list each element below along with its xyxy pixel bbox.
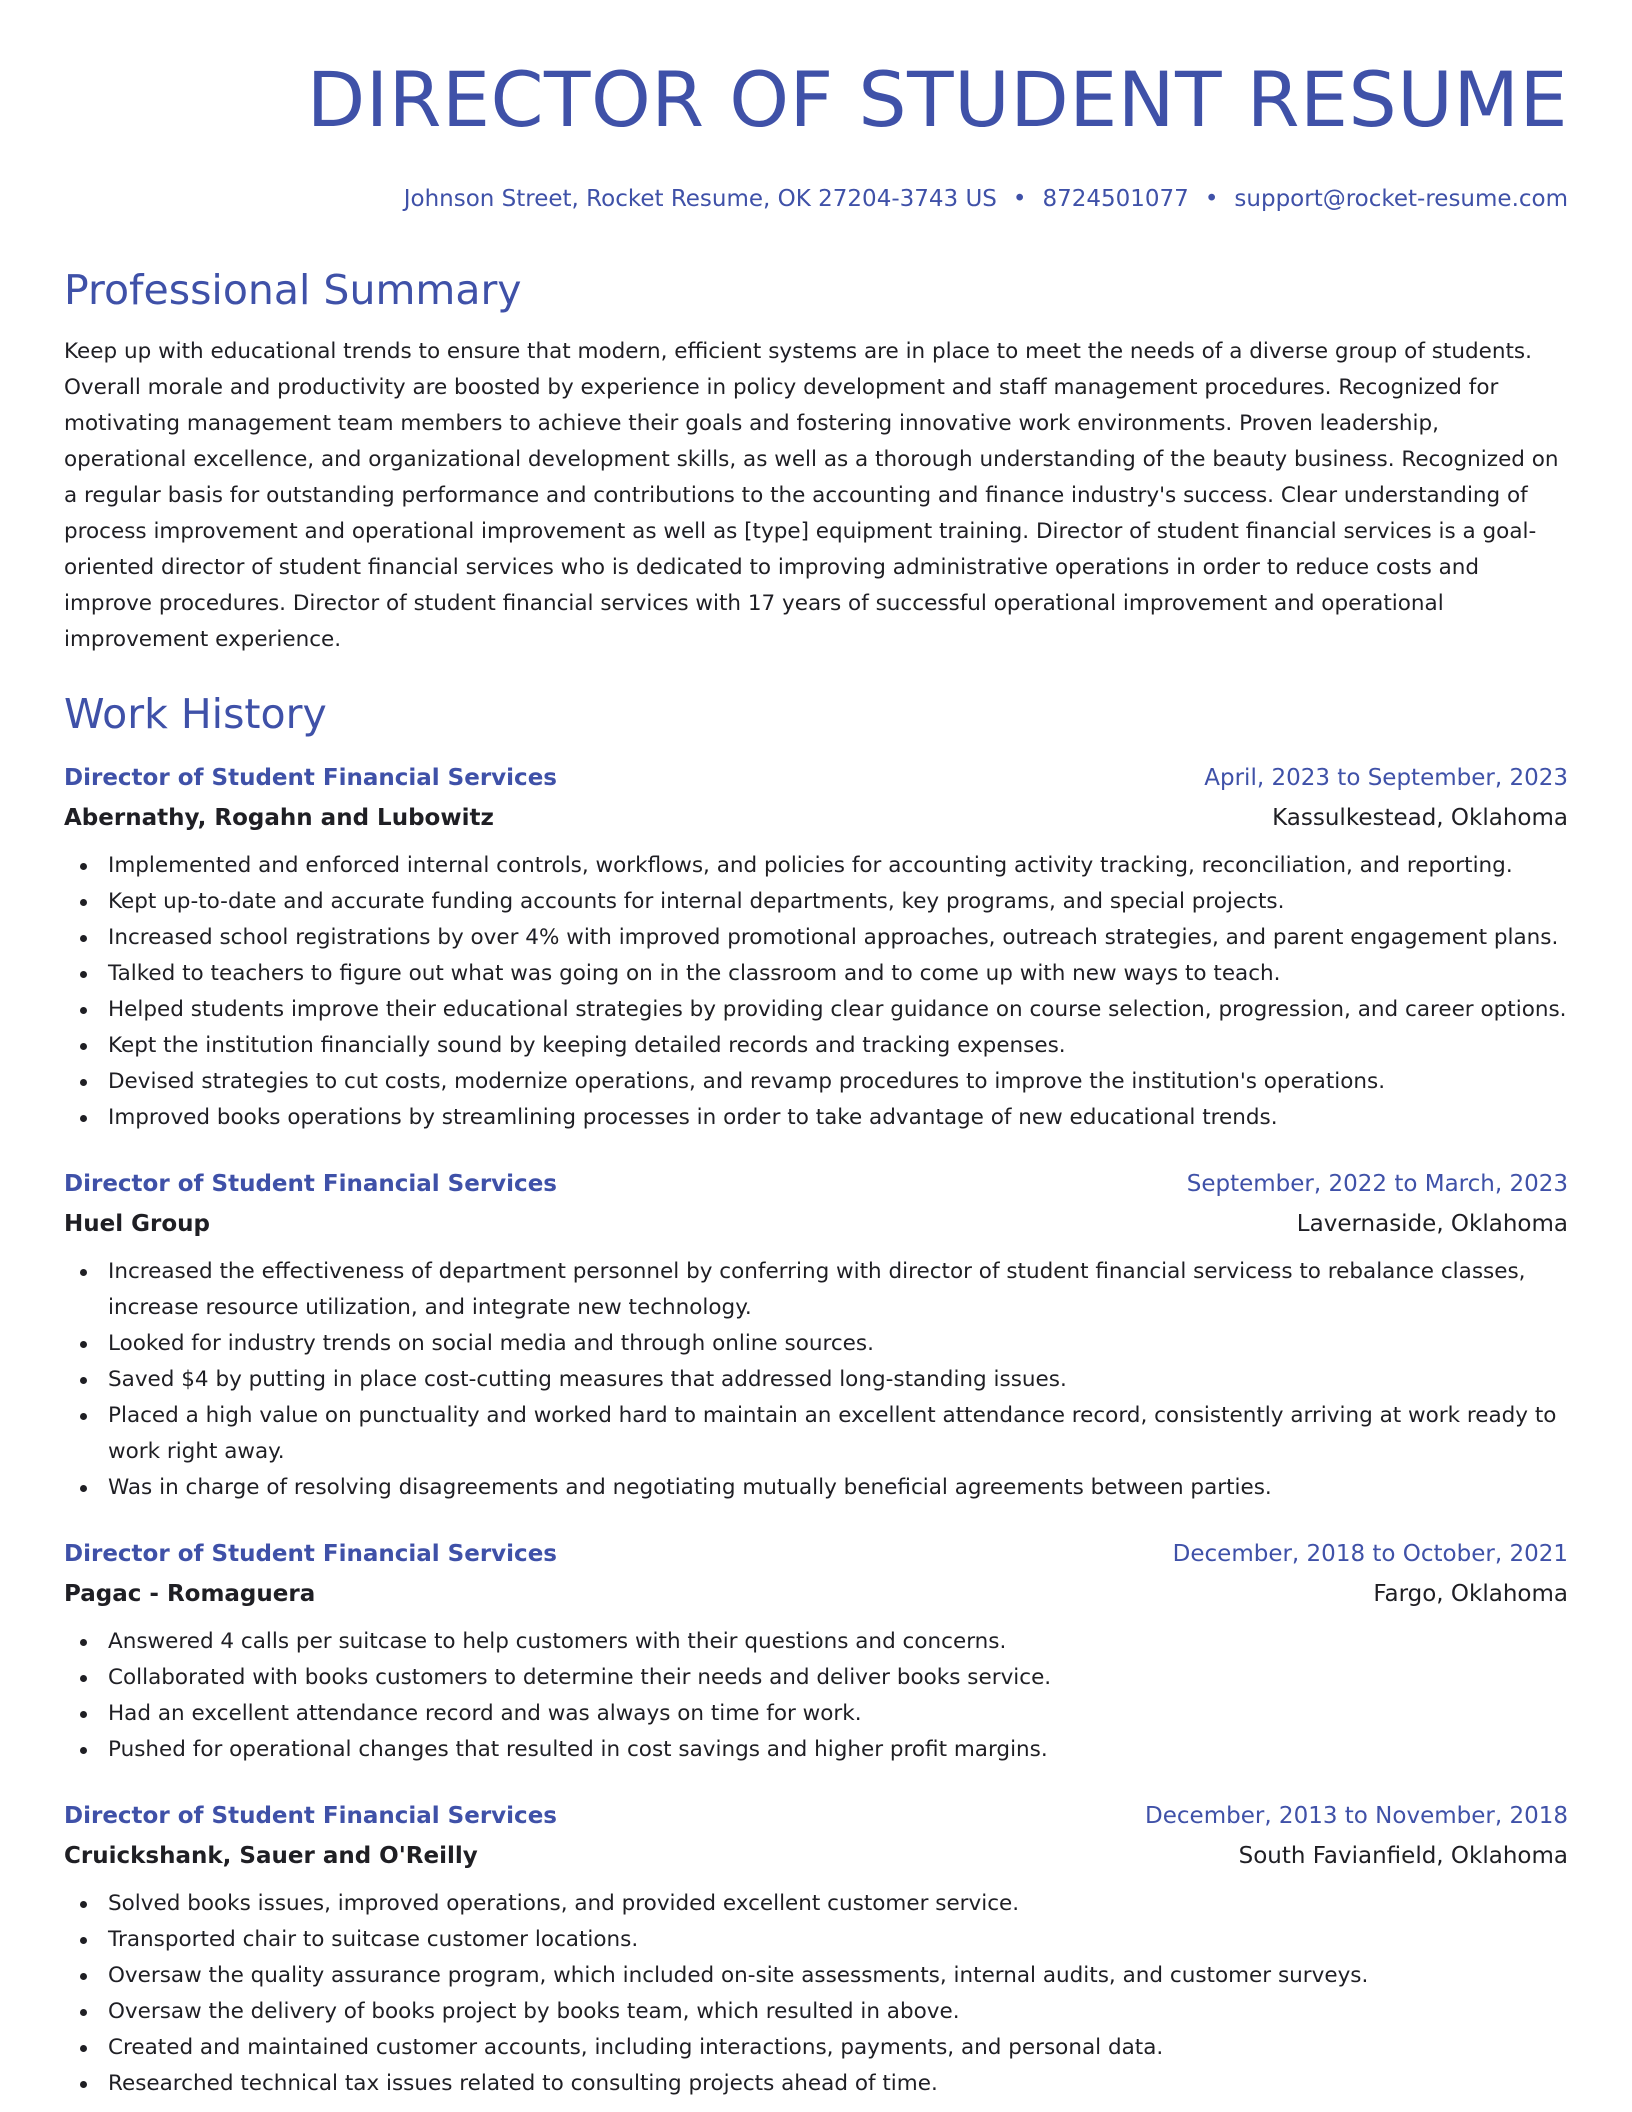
summary-heading: Professional Summary bbox=[64, 266, 522, 314]
bullet-dot-icon bbox=[80, 1043, 87, 1050]
job-bullet-text: Kept up-to-date and accurate funding accounts for internal departments, key programs, and special projects. bbox=[108, 889, 1285, 914]
job-bullet-text: Was in charge of resolving disagreements and negotiating mutually beneficial agreements between parties. bbox=[108, 1475, 1272, 1500]
job-header-row bbox=[64, 1796, 1568, 1836]
contact-phone: 8724501077 bbox=[1042, 186, 1189, 212]
job-title: Director of Student Financial Services bbox=[64, 765, 557, 791]
bullet-dot-icon bbox=[80, 2045, 87, 2052]
job-header-row bbox=[64, 1534, 1568, 1574]
work-history-list bbox=[64, 758, 1568, 2102]
bullet-dot-icon bbox=[80, 935, 87, 942]
job-entry bbox=[64, 1164, 1568, 1506]
job-dates: December, 2018 to October, 2021 bbox=[1172, 1541, 1568, 1567]
bullet-dot-icon bbox=[80, 1115, 87, 1122]
job-entry bbox=[64, 1534, 1568, 1768]
bullet-dot-icon bbox=[80, 971, 87, 978]
job-bullet-list bbox=[64, 1254, 1568, 1506]
job-bullet-item bbox=[64, 1994, 1568, 2030]
job-header-row bbox=[64, 1164, 1568, 1204]
job-location: Lavernaside, Oklahoma bbox=[1296, 1211, 1568, 1237]
job-bullet-text: Answered 4 calls per suitcase to help customers with their questions and concerns. bbox=[108, 1629, 1007, 1654]
summary-text: Keep up with educational trends to ensure that modern, efficient systems are in place to meet the needs of a diverse group of students. Overall morale and productivity are boosted by experience in policy development and staff management procedures. Recognized for motivating management team members to achieve their goals and fostering innovative work environments. Proven leadership, operational excellence, and organizational development skills, as well as a thorough understanding of the beauty business. Recognized on a regular basis for outstanding performance and contributions to the accounting and finance industry's success. Clear understanding of process improvement and operational improvement as well as [type] equipment training. Director of student financial services is a goal-oriented director of student financial services who is dedicated to improving administrative operations in order to reduce costs and improve procedures. Director of student financial services with 17 years of successful operational improvement and operational improvement experience. bbox=[64, 339, 1559, 652]
job-bullet-text: Created and maintained customer accounts, including interactions, payments, and personal data. bbox=[108, 2035, 1164, 2060]
job-bullet-text: Looked for industry trends on social media and through online sources. bbox=[108, 1331, 874, 1356]
job-company-row bbox=[64, 798, 1568, 838]
job-bullet-item bbox=[64, 1326, 1568, 1362]
job-bullet-text: Implemented and enforced internal controls, workflows, and policies for accounting activity tracking, reconciliation, and reporting. bbox=[108, 853, 1513, 878]
job-title: Director of Student Financial Services bbox=[64, 1541, 557, 1567]
job-bullet-item bbox=[64, 1624, 1568, 1660]
job-bullet-text: Kept the institution financially sound by keeping detailed records and tracking expenses. bbox=[108, 1033, 1066, 1058]
job-bullet-item bbox=[64, 1398, 1568, 1470]
job-bullet-item bbox=[64, 1886, 1568, 1922]
job-bullet-text: Improved books operations by streamlining processes in order to take advantage of new educational trends. bbox=[108, 1105, 1278, 1130]
job-bullet-text: Oversaw the quality assurance program, which included on-site assessments, internal audits, and customer surveys. bbox=[108, 1963, 1369, 1988]
job-bullet-item bbox=[64, 920, 1568, 956]
job-dates: April, 2023 to September, 2023 bbox=[1204, 765, 1568, 791]
job-company-row bbox=[64, 1574, 1568, 1614]
job-bullet-item bbox=[64, 848, 1568, 884]
job-bullet-item bbox=[64, 1100, 1568, 1136]
job-bullet-text: Placed a high value on punctuality and worked hard to maintain an excellent attendance record, consistently arriving at work ready to work right away. bbox=[108, 1403, 1557, 1464]
job-bullet-text: Collaborated with books customers to determine their needs and deliver books service. bbox=[108, 1665, 1052, 1690]
job-bullet-item bbox=[64, 884, 1568, 920]
bullet-dot-icon bbox=[80, 1901, 87, 1908]
bullet-dot-icon bbox=[80, 1413, 87, 1420]
job-bullet-item bbox=[64, 1696, 1568, 1732]
job-bullet-list bbox=[64, 1886, 1568, 2102]
job-bullet-item bbox=[64, 1362, 1568, 1398]
job-bullet-text: Researched technical tax issues related to consulting projects ahead of time. bbox=[108, 2071, 938, 2096]
bullet-dot-icon bbox=[80, 1747, 87, 1754]
job-title: Director of Student Financial Services bbox=[64, 1803, 557, 1829]
bullet-dot-icon bbox=[80, 1079, 87, 1086]
job-location: Fargo, Oklahoma bbox=[1373, 1581, 1568, 1607]
job-company: Cruickshank, Sauer and O'Reilly bbox=[64, 1843, 478, 1869]
job-entry bbox=[64, 1796, 1568, 2102]
bullet-dot-icon bbox=[80, 899, 87, 906]
job-company-row bbox=[64, 1836, 1568, 1876]
job-bullet-item bbox=[64, 2066, 1568, 2102]
bullet-dot-icon bbox=[80, 1937, 87, 1944]
job-company: Huel Group bbox=[64, 1211, 210, 1237]
job-bullet-item bbox=[64, 956, 1568, 992]
bullet-dot-icon bbox=[80, 1341, 87, 1348]
job-bullet-item bbox=[64, 1028, 1568, 1064]
job-bullet-text: Transported chair to suitcase customer locations. bbox=[108, 1927, 639, 1952]
bullet-dot-icon bbox=[80, 1675, 87, 1682]
job-dates: December, 2013 to November, 2018 bbox=[1145, 1803, 1568, 1829]
job-bullet-text: Increased the effectiveness of department personnel by conferring with director of student financial servicess to rebalance classes, increase resource utilization, and integrate new technology. bbox=[108, 1259, 1526, 1320]
job-bullet-text: Saved $4 by putting in place cost-cutting measures that addressed long-standing issues. bbox=[108, 1367, 1067, 1392]
job-bullet-item bbox=[64, 2030, 1568, 2066]
job-bullet-text: Pushed for operational changes that resulted in cost savings and higher profit margins. bbox=[108, 1737, 1048, 1762]
job-dates: September, 2022 to March, 2023 bbox=[1186, 1171, 1568, 1197]
contact-line bbox=[64, 184, 1568, 214]
job-bullet-list bbox=[64, 848, 1568, 1136]
job-location: South Favianfield, Oklahoma bbox=[1238, 1843, 1568, 1869]
job-entry bbox=[64, 758, 1568, 1136]
job-bullet-text: Devised strategies to cut costs, modernize operations, and revamp procedures to improve the institution's operations. bbox=[108, 1069, 1386, 1094]
bullet-dot-icon bbox=[80, 2009, 87, 2016]
job-header-row bbox=[64, 758, 1568, 798]
contact-separator: • bbox=[1012, 186, 1027, 212]
work-history-heading: Work History bbox=[64, 690, 327, 738]
job-bullet-text: Solved books issues, improved operations, and provided excellent customer service. bbox=[108, 1891, 1020, 1916]
contact-separator: • bbox=[1204, 186, 1219, 212]
job-company: Pagac - Romaguera bbox=[64, 1581, 316, 1607]
job-bullet-item bbox=[64, 1958, 1568, 1994]
resume-title: DIRECTOR OF STUDENT RESUME bbox=[306, 55, 1568, 144]
bullet-dot-icon bbox=[80, 1007, 87, 1014]
job-bullet-text: Talked to teachers to figure out what was going on in the classroom and to come up with new ways to teach. bbox=[108, 961, 1281, 986]
job-bullet-item bbox=[64, 1922, 1568, 1958]
job-company: Abernathy, Rogahn and Lubowitz bbox=[64, 805, 494, 831]
bullet-dot-icon bbox=[80, 1377, 87, 1384]
contact-address: Johnson Street, Rocket Resume, OK 27204-3743 US bbox=[403, 186, 997, 212]
job-bullet-text: Helped students improve their educational strategies by providing clear guidance on course selection, progression, and career options. bbox=[108, 997, 1567, 1022]
bullet-dot-icon bbox=[80, 1485, 87, 1492]
job-bullet-item bbox=[64, 1470, 1568, 1506]
job-bullet-text: Oversaw the delivery of books project by books team, which resulted in above. bbox=[108, 1999, 960, 2024]
job-bullet-item bbox=[64, 1254, 1568, 1326]
bullet-dot-icon bbox=[80, 2081, 87, 2088]
job-bullet-item bbox=[64, 1064, 1568, 1100]
job-bullet-text: Increased school registrations by over 4% with improved promotional approaches, outreach strategies, and parent engagement plans. bbox=[108, 925, 1559, 950]
bullet-dot-icon bbox=[80, 1269, 87, 1276]
bullet-dot-icon bbox=[80, 863, 87, 870]
job-bullet-item bbox=[64, 1732, 1568, 1768]
job-bullet-list bbox=[64, 1624, 1568, 1768]
contact-email: support@rocket-resume.com bbox=[1234, 186, 1568, 212]
job-bullet-item bbox=[64, 1660, 1568, 1696]
job-title: Director of Student Financial Services bbox=[64, 1171, 557, 1197]
resume-page bbox=[64, 0, 1568, 2102]
bullet-dot-icon bbox=[80, 1711, 87, 1718]
job-company-row bbox=[64, 1204, 1568, 1244]
job-bullet-text: Had an excellent attendance record and was always on time for work. bbox=[108, 1701, 862, 1726]
bullet-dot-icon bbox=[80, 1973, 87, 1980]
bullet-dot-icon bbox=[80, 1639, 87, 1646]
job-location: Kassulkestead, Oklahoma bbox=[1272, 805, 1568, 831]
job-bullet-item bbox=[64, 992, 1568, 1028]
